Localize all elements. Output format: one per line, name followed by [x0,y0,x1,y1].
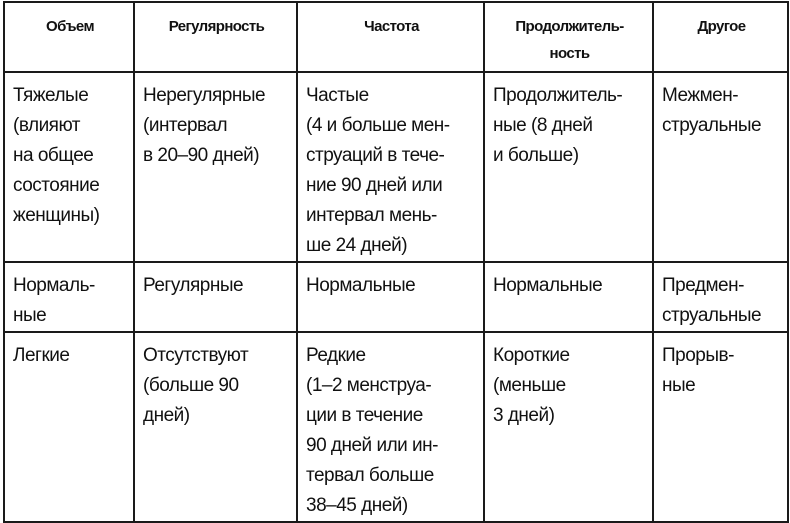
table-cell: Нормальные [297,262,484,332]
table-cell: Прорыв- ные [653,332,788,522]
table-cell: Тяжелые (влияют на общее состояние женщины) [4,72,134,262]
menstruation-classification-table [3,1,789,523]
table-cell: Продолжитель- ные (8 дней и больше) [484,72,653,262]
table-cell: Редкие (1–2 менструа- ции в течение 90 дней или ин- тервал больше 38–45 дней) [297,332,484,522]
table-row [4,332,788,522]
table-row [4,262,788,332]
table-cell: Межмен- струальные [653,72,788,262]
table-cell: Отсутствуют (больше 90 дней) [134,332,297,522]
table-cell: Нерегулярные (интервал в 20–90 дней) [134,72,297,262]
table-cell: Предмен- струальные [653,262,788,332]
header-other: Другое [653,2,788,72]
header-row [4,2,788,72]
table-cell: Легкие [4,332,134,522]
table-cell: Короткие (меньше 3 дней) [484,332,653,522]
header-volume: Объем [4,2,134,72]
header-frequency: Частота [297,2,484,72]
table-row [4,72,788,262]
table-cell: Регулярные [134,262,297,332]
table-cell: Нормальные [484,262,653,332]
header-regularity: Регулярность [134,2,297,72]
header-duration: Продолжитель- ность [484,2,653,72]
table-cell: Нормаль- ные [4,262,134,332]
table-cell: Частые (4 и больше мен- струаций в тече- ние 90 дней или интервал мень- ше 24 дней) [297,72,484,262]
